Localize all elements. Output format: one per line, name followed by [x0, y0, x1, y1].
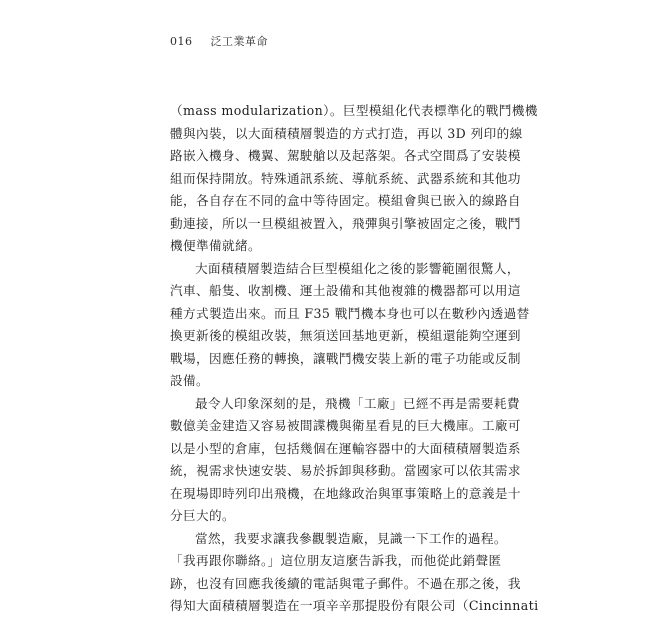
paragraph [170, 393, 521, 528]
text-line: 路嵌入機身、機翼、駕駛艙以及起落架。各式空間爲了安裝模 [170, 148, 521, 163]
paragraph [170, 528, 539, 618]
running-header [170, 33, 268, 49]
paragraph [170, 258, 530, 393]
paragraph [170, 100, 538, 258]
text-line: 汽車、船隻、收割機、運土設備和其他複雜的機器都可以用這 [170, 283, 521, 298]
text-line: 以是小型的倉庫，包括幾個在運輸容器中的大面積積層製造系 [170, 440, 521, 456]
text-line: 分巨大的。 [170, 508, 235, 523]
text-line: 「我再跟你聯絡。」這位朋友這麼告訴我，而他從此銷聲匿 [170, 553, 502, 568]
text-line: 種方式製造出來。而且 F35 戰鬥機本身也可以在數秒內透過替 [170, 305, 530, 321]
book-title: 泛工業革命 [210, 35, 268, 48]
page-number: 016 [170, 35, 193, 48]
text-line: 大面積積層製造結合巨型模組化之後的影響範圍很驚人， [195, 260, 520, 276]
text-line: 能，各自存在不同的盒中等待固定。模組會與已嵌入的線路自 [170, 193, 521, 208]
text-line: 動連接，所以一旦模組被置入，飛彈與引擎被固定之後，戰鬥 [170, 215, 521, 231]
text-line: 戰場，因應任務的轉換，讓戰鬥機安裝上新的電子功能或反制 [170, 350, 521, 366]
text-line: 跡，也沒有回應我後續的電話與電子郵件。不過在那之後，我 [170, 575, 521, 591]
text-line: 數億美金建造又容易被間諜機與衛星看見的巨大機庫。工廠可 [170, 418, 521, 433]
body-text [170, 100, 539, 618]
text-line: 當然，我要求讓我參觀製造廠，見識一下工作的過程。 [195, 530, 507, 546]
text-line: 在現場即時列印出飛機，在地緣政治與軍事策略上的意義是十 [170, 485, 521, 501]
text-line: 換更新後的模組改裝，無須送回基地更新，模組還能夠空運到 [170, 328, 521, 343]
text-line: 最令人印象深刻的是，飛機「工廠」已經不再是需要耗費 [195, 395, 520, 411]
text-line: 設備。 [170, 373, 209, 388]
text-line: 組而保持開放。特殊通訊系統、導航系統、武器系統和其他功 [170, 170, 521, 186]
text-line: 統，視需求快速安裝、易於拆卸與移動。當國家可以依其需求 [170, 463, 521, 478]
text-line: 機便準備就緒。 [170, 238, 261, 253]
text-line: 體與內裝，以大面積積層製造的方式打造，再以 3D 列印的線 [170, 125, 523, 141]
text-line: （mass modularization）。巨型模組化代表標準化的戰鬥機機 [170, 103, 538, 118]
text-line: 得知大面積積層製造在一項辛辛那提股份有限公司（Cincinnati [170, 598, 539, 613]
